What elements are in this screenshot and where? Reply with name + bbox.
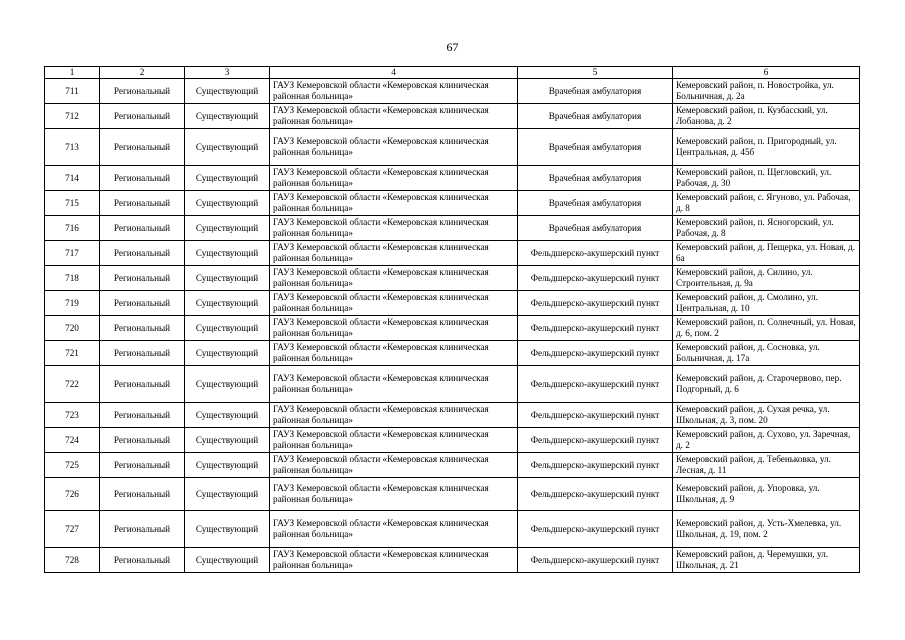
status-cell: Существующий — [185, 166, 270, 191]
table-row — [45, 166, 860, 191]
row-number: 713 — [45, 129, 100, 166]
address-cell: Кемеровский район, д. Тебеньковка, ул. Лесная, д. 11 — [673, 453, 860, 478]
address-cell: Кемеровский район, д. Упоровка, ул. Школьная, д. 9 — [673, 478, 860, 511]
facility-type-cell: Врачебная амбулатория — [518, 79, 673, 104]
column-header: 3 — [185, 67, 270, 79]
row-number: 726 — [45, 478, 100, 511]
table-row — [45, 241, 860, 266]
facility-type-cell: Фельдшерско-акушерский пункт — [518, 341, 673, 366]
facility-type-cell: Врачебная амбулатория — [518, 191, 673, 216]
column-header: 1 — [45, 67, 100, 79]
organization-cell: ГАУЗ Кемеровской области «Кемеровская клиническая районная больница» — [270, 478, 518, 511]
organization-cell: ГАУЗ Кемеровской области «Кемеровская клиническая районная больница» — [270, 291, 518, 316]
status-cell: Существующий — [185, 266, 270, 291]
table-row — [45, 366, 860, 403]
table-row — [45, 129, 860, 166]
status-cell: Существующий — [185, 366, 270, 403]
status-cell: Существующий — [185, 453, 270, 478]
address-cell: Кемеровский район, д. Силино, ул. Строительная, д. 9а — [673, 266, 860, 291]
row-number: 724 — [45, 428, 100, 453]
address-cell: Кемеровский район, п. Новостройка, ул. Больничная, д. 2а — [673, 79, 860, 104]
level-cell: Региональный — [100, 104, 185, 129]
column-header: 6 — [673, 67, 860, 79]
address-cell: Кемеровский район, п. Щегловский, ул. Рабочая, д. 30 — [673, 166, 860, 191]
registry-body — [45, 79, 860, 573]
organization-cell: ГАУЗ Кемеровской области «Кемеровская клиническая районная больница» — [270, 129, 518, 166]
table-row — [45, 79, 860, 104]
organization-cell: ГАУЗ Кемеровской области «Кемеровская клиническая районная больница» — [270, 403, 518, 428]
column-header: 2 — [100, 67, 185, 79]
organization-cell: ГАУЗ Кемеровской области «Кемеровская клиническая районная больница» — [270, 366, 518, 403]
address-cell: Кемеровский район, п. Солнечный, ул. Новая, д. 6, пом. 2 — [673, 316, 860, 341]
row-number: 715 — [45, 191, 100, 216]
table-row — [45, 266, 860, 291]
facility-type-cell: Фельдшерско-акушерский пункт — [518, 241, 673, 266]
address-cell: Кемеровский район, п. Пригородный, ул. Центральная, д. 45б — [673, 129, 860, 166]
status-cell: Существующий — [185, 241, 270, 266]
row-number: 718 — [45, 266, 100, 291]
level-cell: Региональный — [100, 316, 185, 341]
facility-type-cell: Врачебная амбулатория — [518, 104, 673, 129]
table-row — [45, 216, 860, 241]
organization-cell: ГАУЗ Кемеровской области «Кемеровская клиническая районная больница» — [270, 241, 518, 266]
column-header: 4 — [270, 67, 518, 79]
table-row — [45, 511, 860, 548]
status-cell: Существующий — [185, 428, 270, 453]
organization-cell: ГАУЗ Кемеровской области «Кемеровская клиническая районная больница» — [270, 428, 518, 453]
level-cell: Региональный — [100, 291, 185, 316]
table-row — [45, 403, 860, 428]
organization-cell: ГАУЗ Кемеровской области «Кемеровская клиническая районная больница» — [270, 548, 518, 573]
address-cell: Кемеровский район, п. Ясногорский, ул. Рабочая, д. 8 — [673, 216, 860, 241]
organization-cell: ГАУЗ Кемеровской области «Кемеровская клиническая районная больница» — [270, 511, 518, 548]
table-row — [45, 428, 860, 453]
status-cell: Существующий — [185, 191, 270, 216]
level-cell: Региональный — [100, 216, 185, 241]
level-cell: Региональный — [100, 266, 185, 291]
row-number: 722 — [45, 366, 100, 403]
row-number: 719 — [45, 291, 100, 316]
address-cell: Кемеровский район, с. Ягуново, ул. Рабочая, д. 8 — [673, 191, 860, 216]
facility-type-cell: Фельдшерско-акушерский пункт — [518, 266, 673, 291]
level-cell: Региональный — [100, 129, 185, 166]
status-cell: Существующий — [185, 478, 270, 511]
row-number: 728 — [45, 548, 100, 573]
level-cell: Региональный — [100, 366, 185, 403]
organization-cell: ГАУЗ Кемеровской области «Кемеровская клиническая районная больница» — [270, 216, 518, 241]
facility-type-cell: Фельдшерско-акушерский пункт — [518, 428, 673, 453]
status-cell: Существующий — [185, 291, 270, 316]
status-cell: Существующий — [185, 104, 270, 129]
facility-type-cell: Врачебная амбулатория — [518, 216, 673, 241]
level-cell: Региональный — [100, 191, 185, 216]
level-cell: Региональный — [100, 548, 185, 573]
organization-cell: ГАУЗ Кемеровской области «Кемеровская клиническая районная больница» — [270, 316, 518, 341]
status-cell: Существующий — [185, 548, 270, 573]
registry-table — [44, 66, 860, 573]
status-cell: Существующий — [185, 129, 270, 166]
row-number: 720 — [45, 316, 100, 341]
status-cell: Существующий — [185, 79, 270, 104]
organization-cell: ГАУЗ Кемеровской области «Кемеровская клиническая районная больница» — [270, 104, 518, 129]
table-row — [45, 478, 860, 511]
organization-cell: ГАУЗ Кемеровской области «Кемеровская клиническая районная больница» — [270, 266, 518, 291]
row-number: 716 — [45, 216, 100, 241]
facility-type-cell: Фельдшерско-акушерский пункт — [518, 478, 673, 511]
level-cell: Региональный — [100, 453, 185, 478]
level-cell: Региональный — [100, 241, 185, 266]
facility-type-cell: Фельдшерско-акушерский пункт — [518, 316, 673, 341]
address-cell: Кемеровский район, д. Смолино, ул. Центральная, д. 10 — [673, 291, 860, 316]
level-cell: Региональный — [100, 403, 185, 428]
facility-type-cell: Врачебная амбулатория — [518, 166, 673, 191]
row-number: 725 — [45, 453, 100, 478]
organization-cell: ГАУЗ Кемеровской области «Кемеровская клиническая районная больница» — [270, 191, 518, 216]
column-header: 5 — [518, 67, 673, 79]
level-cell: Региональный — [100, 478, 185, 511]
status-cell: Существующий — [185, 341, 270, 366]
row-number: 727 — [45, 511, 100, 548]
address-cell: Кемеровский район, д. Сухово, ул. Заречная, д. 2 — [673, 428, 860, 453]
address-cell: Кемеровский район, д. Усть-Хмелевка, ул. Школьная, д. 19, пом. 2 — [673, 511, 860, 548]
organization-cell: ГАУЗ Кемеровской области «Кемеровская клиническая районная больница» — [270, 79, 518, 104]
table-row — [45, 453, 860, 478]
organization-cell: ГАУЗ Кемеровской области «Кемеровская клиническая районная больница» — [270, 453, 518, 478]
table-row — [45, 191, 860, 216]
organization-cell: ГАУЗ Кемеровской области «Кемеровская клиническая районная больница» — [270, 166, 518, 191]
table-row — [45, 316, 860, 341]
table-row — [45, 104, 860, 129]
facility-type-cell: Фельдшерско-акушерский пункт — [518, 511, 673, 548]
table-row — [45, 548, 860, 573]
row-number: 723 — [45, 403, 100, 428]
level-cell: Региональный — [100, 428, 185, 453]
level-cell: Региональный — [100, 341, 185, 366]
row-number: 712 — [45, 104, 100, 129]
row-number: 717 — [45, 241, 100, 266]
table-row — [45, 341, 860, 366]
page-number: 67 — [446, 40, 459, 54]
facility-type-cell: Врачебная амбулатория — [518, 129, 673, 166]
address-cell: Кемеровский район, д. Пещерка, ул. Новая, д. 6а — [673, 241, 860, 266]
level-cell: Региональный — [100, 511, 185, 548]
address-cell: Кемеровский район, д. Сухая речка, ул. Школьная, д. 3, пом. 20 — [673, 403, 860, 428]
level-cell: Региональный — [100, 166, 185, 191]
facility-type-cell: Фельдшерско-акушерский пункт — [518, 403, 673, 428]
status-cell: Существующий — [185, 511, 270, 548]
facility-type-cell: Фельдшерско-акушерский пункт — [518, 453, 673, 478]
address-cell: Кемеровский район, д. Черемушки, ул. Школьная, д. 21 — [673, 548, 860, 573]
address-cell: Кемеровский район, п. Кузбасский, ул. Лобанова, д. 2 — [673, 104, 860, 129]
address-cell: Кемеровский район, д. Старочервово, пер. Подгорный, д. 6 — [673, 366, 860, 403]
column-number-row — [45, 67, 860, 79]
level-cell: Региональный — [100, 79, 185, 104]
organization-cell: ГАУЗ Кемеровской области «Кемеровская клиническая районная больница» — [270, 341, 518, 366]
facility-type-cell: Фельдшерско-акушерский пункт — [518, 291, 673, 316]
status-cell: Существующий — [185, 216, 270, 241]
status-cell: Существующий — [185, 316, 270, 341]
row-number: 711 — [45, 79, 100, 104]
row-number: 721 — [45, 341, 100, 366]
facility-type-cell: Фельдшерско-акушерский пункт — [518, 548, 673, 573]
facility-type-cell: Фельдшерско-акушерский пункт — [518, 366, 673, 403]
address-cell: Кемеровский район, д. Сосновка, ул. Больничная, д. 17а — [673, 341, 860, 366]
status-cell: Существующий — [185, 403, 270, 428]
row-number: 714 — [45, 166, 100, 191]
table-row — [45, 291, 860, 316]
